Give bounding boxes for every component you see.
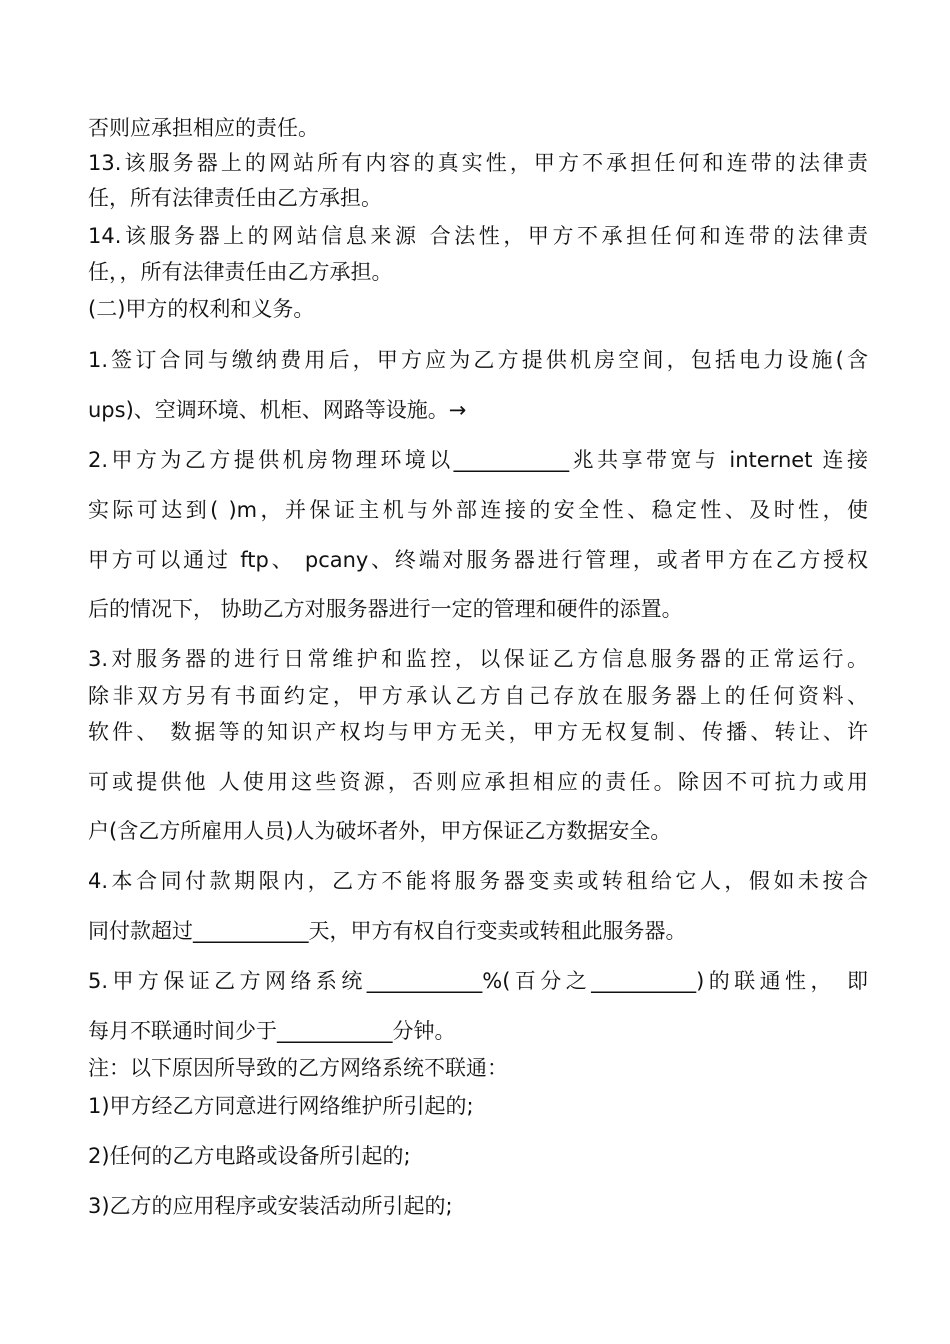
document-page <box>88 0 868 1344</box>
text-line: 5.甲方保证乙方网络系统___________%(百分之__________)的联通性， 即 <box>88 969 868 993</box>
text-line: 14.该服务器上的网站信息来源 合法性，甲方不承担任何和连带的法律责 <box>88 224 868 248</box>
text-line: 13.该服务器上的网站所有内容的真实性，甲方不承担任何和连带的法律责 <box>88 151 868 175</box>
text-line: 户(含乙方所雇用人员)人为破坏者外，甲方保证乙方数据安全。 <box>88 819 672 843</box>
text-line: 2.甲方为乙方提供机房物理环境以___________兆共享带宽与 internet 连接 <box>88 448 868 472</box>
text-line: 否则应承担相应的责任。 <box>88 116 319 140</box>
text-line: 实际可达到( )m，并保证主机与外部连接的安全性、稳定性、及时性，使 <box>88 498 868 522</box>
text-line: 每月不联通时间少于___________分钟。 <box>88 1019 456 1043</box>
text-line: 可或提供他 人使用这些资源，否则应承担相应的责任。除因不可抗力或用 <box>88 770 868 794</box>
text-line: 甲方可以通过 ftp、 pcany、终端对服务器进行管理，或者甲方在乙方授权 <box>88 548 868 572</box>
list-item: 1)甲方经乙方同意进行网络维护所引起的; <box>88 1094 474 1118</box>
text-line: 除非双方另有书面约定，甲方承认乙方自己存放在服务器上的任何资料、 <box>88 684 868 708</box>
text-line: 4.本合同付款期限内，乙方不能将服务器变卖或转租给它人，假如未按合 <box>88 869 868 893</box>
section-heading: (二)甲方的权利和义务。 <box>88 297 315 321</box>
text-line: 任，所有法律责任由乙方承担。 <box>88 186 382 210</box>
text-line: 注：以下原因所导致的乙方网络系统不联通： <box>88 1056 508 1080</box>
text-line: 软件、 数据等的知识产权均与甲方无关，甲方无权复制、传播、转让、许 <box>88 720 868 744</box>
text-line: 后的情况下， 协助乙方对服务器进行一定的管理和硬件的添置。 <box>88 597 683 621</box>
list-item: 3)乙方的应用程序或安装活动所引起的; <box>88 1194 453 1218</box>
text-line: ups)、空调环境、机柜、网路等设施。→ <box>88 398 467 422</box>
text-line: 3.对服务器的进行日常维护和监控，以保证乙方信息服务器的正常运行。 <box>88 647 868 671</box>
text-line: 任，，所有法律责任由乙方承担。 <box>88 260 393 284</box>
text-line: 同付款超过___________天，甲方有权自行变卖或转租此服务器。 <box>88 919 687 943</box>
text-line: 1.签订合同与缴纳费用后，甲方应为乙方提供机房空间，包括电力设施(含 <box>88 348 868 372</box>
list-item: 2)任何的乙方电路或设备所引起的; <box>88 1144 411 1168</box>
